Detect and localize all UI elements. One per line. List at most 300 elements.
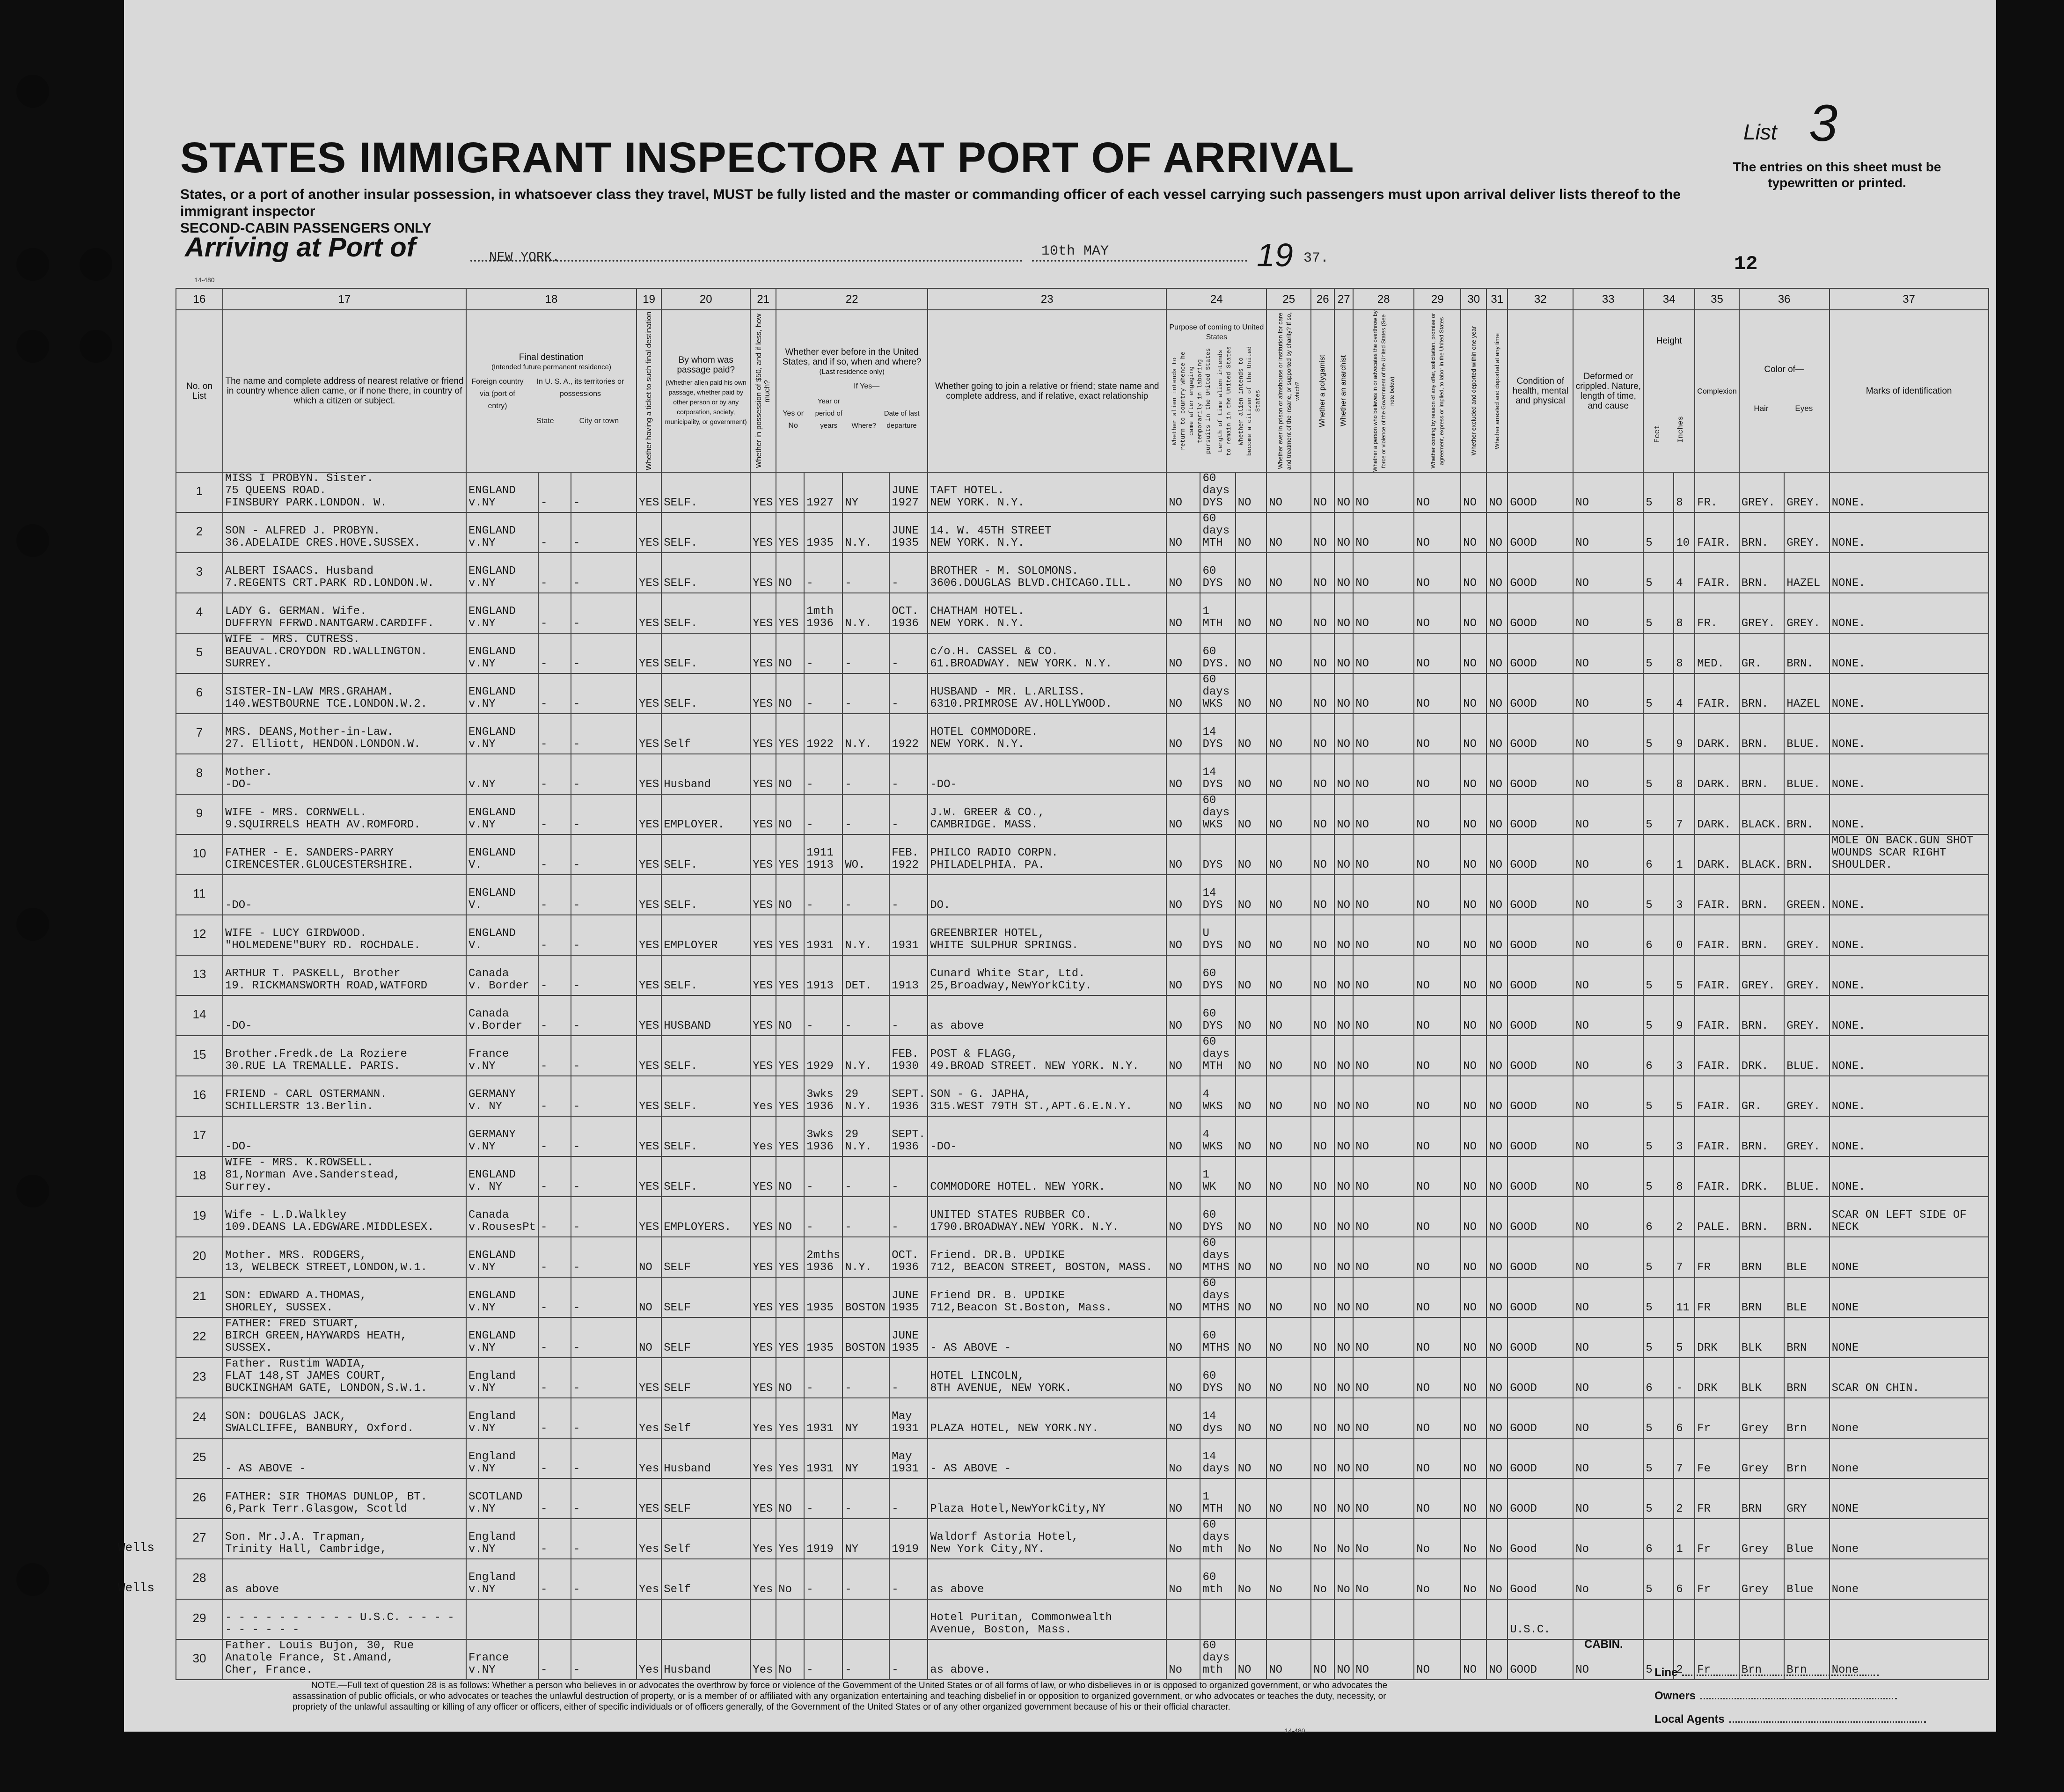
list-number-cell: 26 bbox=[176, 1478, 223, 1519]
purpose-citizen-cell: NO bbox=[1236, 1237, 1267, 1277]
height-feet-cell: 6 bbox=[1643, 1036, 1674, 1076]
overthrow-cell: NO bbox=[1353, 472, 1414, 512]
deformed-cell: NO bbox=[1573, 633, 1643, 673]
marks-cell: NONE. bbox=[1830, 955, 1989, 995]
excluded-cell: NO bbox=[1461, 1438, 1486, 1478]
purpose-length-cell: 1 MTH bbox=[1200, 1478, 1235, 1519]
passage-paid-cell: SELF. bbox=[661, 673, 750, 714]
previous-where-cell: N.Y. bbox=[842, 1237, 889, 1277]
purpose-length-cell: 14 DYS bbox=[1200, 754, 1235, 794]
height-feet-cell: 6 bbox=[1643, 915, 1674, 955]
passage-paid-cell: Self bbox=[661, 714, 750, 754]
height-feet-cell: 6 bbox=[1643, 834, 1674, 875]
purpose-citizen-cell: NO bbox=[1236, 472, 1267, 512]
ticket-cell: YES bbox=[637, 553, 661, 593]
purpose-return-cell: NO bbox=[1166, 512, 1200, 553]
complexion-cell: FAIR. bbox=[1695, 915, 1739, 955]
previous-year-cell: 1931 bbox=[804, 1438, 842, 1478]
excluded-cell: NO bbox=[1461, 955, 1486, 995]
overthrow-cell: NO bbox=[1353, 1197, 1414, 1237]
polygamist-cell: No bbox=[1311, 1559, 1334, 1599]
previous-us-cell bbox=[776, 1599, 804, 1639]
purpose-length-cell: U DYS bbox=[1200, 915, 1235, 955]
health-cell: GOOD bbox=[1508, 754, 1573, 794]
excluded-cell: NO bbox=[1461, 915, 1486, 955]
height-feet-cell bbox=[1643, 1599, 1674, 1639]
previous-where-cell: 29 N.Y. bbox=[842, 1116, 889, 1156]
complexion-cell: PALE. bbox=[1695, 1197, 1739, 1237]
excluded-cell: NO bbox=[1461, 1478, 1486, 1519]
relative-cell: FATHER: SIR THOMAS DUNLOP, BT. 6,Park Terr.Glasgow, Scotld bbox=[223, 1478, 466, 1519]
marks-cell: NONE. bbox=[1830, 553, 1989, 593]
state-cell: - bbox=[538, 1519, 571, 1559]
last-departure-cell: JUNE 1935 bbox=[889, 512, 928, 553]
list-number-cell: 23 bbox=[176, 1358, 223, 1398]
anarchist-cell: NO bbox=[1334, 1398, 1353, 1438]
hair-cell: GR. bbox=[1739, 1076, 1784, 1116]
purpose-citizen-cell: NO bbox=[1236, 1116, 1267, 1156]
height-inches-cell: 1 bbox=[1674, 834, 1695, 875]
arrested-cell: NO bbox=[1486, 1197, 1508, 1237]
ticket-cell: YES bbox=[637, 915, 661, 955]
joining-cell: DO. bbox=[928, 875, 1166, 915]
anarchist-cell: NO bbox=[1334, 955, 1353, 995]
table-row bbox=[176, 1317, 1989, 1358]
hair-cell: GREY. bbox=[1739, 955, 1784, 995]
table-row bbox=[176, 1438, 1989, 1478]
list-number-cell: 19 bbox=[176, 1197, 223, 1237]
last-departure-cell: - bbox=[889, 995, 928, 1036]
passage-paid-cell: EMPLOYER bbox=[661, 915, 750, 955]
previous-year-cell: 3wks 1936 bbox=[804, 1076, 842, 1116]
fifty-dollars-cell: YES bbox=[750, 1237, 776, 1277]
eyes-cell: GREY. bbox=[1784, 472, 1829, 512]
prison-cell bbox=[1266, 1599, 1311, 1639]
purpose-length-cell: 60 mth bbox=[1200, 1559, 1235, 1599]
anarchist-cell: NO bbox=[1334, 512, 1353, 553]
eyes-cell: BRN bbox=[1784, 1317, 1829, 1358]
last-departure-cell: JUNE 1935 bbox=[889, 1317, 928, 1358]
city-cell: - bbox=[571, 1197, 637, 1237]
eyes-cell: BLUE. bbox=[1784, 1036, 1829, 1076]
header-instructions bbox=[180, 186, 1725, 237]
hair-cell: Grey bbox=[1739, 1398, 1784, 1438]
header-labor-offer: Whether coming by reason of any offer, solicitation, promise or agreement, express or implied, to labor in the United States bbox=[1414, 310, 1461, 472]
eyes-cell: BRN. bbox=[1784, 1197, 1829, 1237]
colnum-35: 35 bbox=[1695, 288, 1739, 310]
relative-cell: WIFE - MRS. CUTRESS. BEAUVAL.CROYDON RD.WALLINGTON. SURREY. bbox=[223, 633, 466, 673]
deformed-cell: NO bbox=[1573, 512, 1643, 553]
fifty-dollars-cell: Yes bbox=[750, 1438, 776, 1478]
polygamist-cell: NO bbox=[1311, 794, 1334, 834]
arrested-cell: NO bbox=[1486, 1116, 1508, 1156]
prison-cell: NO bbox=[1266, 1036, 1311, 1076]
list-number-cell: 10 bbox=[176, 834, 223, 875]
state-cell: - bbox=[538, 1358, 571, 1398]
labor-offer-cell: NO bbox=[1414, 1438, 1461, 1478]
passage-paid-cell: SELF bbox=[661, 1358, 750, 1398]
state-cell: - bbox=[538, 754, 571, 794]
height-feet-cell: 5 bbox=[1643, 995, 1674, 1036]
passage-paid-cell: SELF. bbox=[661, 512, 750, 553]
state-cell: - bbox=[538, 1639, 571, 1680]
previous-us-cell: YES bbox=[776, 714, 804, 754]
marks-cell bbox=[1830, 1599, 1989, 1639]
foreign-country-cell: ENGLAND v.NY bbox=[466, 1277, 538, 1317]
deformed-cell: NO bbox=[1573, 1156, 1643, 1197]
footer-form-code: 14-480 bbox=[1285, 1727, 1305, 1734]
complexion-cell: FAIR. bbox=[1695, 1156, 1739, 1197]
excluded-cell: No bbox=[1461, 1519, 1486, 1559]
passage-paid-cell: SELF. bbox=[661, 1156, 750, 1197]
last-departure-cell: - bbox=[889, 794, 928, 834]
eyes-cell: BRN. bbox=[1784, 794, 1829, 834]
table-row bbox=[176, 1519, 1989, 1559]
height-inches-cell: 8 bbox=[1674, 472, 1695, 512]
colnum-17: 17 bbox=[223, 288, 466, 310]
header-final-destination: Final destination (Intended future permanent residence) Foreign country via (port of entry) In U. S. A., its territories or possessions State City or town bbox=[466, 310, 637, 472]
marks-cell: NONE. bbox=[1830, 995, 1989, 1036]
colnum-26: 26 bbox=[1311, 288, 1334, 310]
arrested-cell: NO bbox=[1486, 875, 1508, 915]
last-departure-cell: May 1931 bbox=[889, 1398, 928, 1438]
anarchist-cell: NO bbox=[1334, 1438, 1353, 1478]
previous-where-cell: N.Y. bbox=[842, 593, 889, 633]
height-feet-cell: 5 bbox=[1643, 1639, 1674, 1680]
arrested-cell: NO bbox=[1486, 1076, 1508, 1116]
colnum-37: 37 bbox=[1830, 288, 1989, 310]
excluded-cell: NO bbox=[1461, 1197, 1486, 1237]
last-departure-cell: - bbox=[889, 1197, 928, 1237]
previous-us-cell: YES bbox=[776, 1036, 804, 1076]
last-departure-cell: JUNE 1935 bbox=[889, 1277, 928, 1317]
last-departure-cell: - bbox=[889, 673, 928, 714]
height-inches-cell: 10 bbox=[1674, 512, 1695, 553]
joining-cell: J.W. GREER & CO., CAMBRIDGE. MASS. bbox=[928, 794, 1166, 834]
previous-year-cell: - bbox=[804, 754, 842, 794]
joining-cell: SON - G. JAPHA, 315.WEST 79TH ST.,APT.6.E.N.Y. bbox=[928, 1076, 1166, 1116]
foreign-country-cell: ENGLAND v.NY bbox=[466, 673, 538, 714]
anarchist-cell: NO bbox=[1334, 1317, 1353, 1358]
previous-where-cell: - bbox=[842, 754, 889, 794]
complexion-cell: Fr bbox=[1695, 1639, 1739, 1680]
height-feet-cell: 5 bbox=[1643, 1156, 1674, 1197]
purpose-length-cell: 1 MTH bbox=[1200, 593, 1235, 633]
city-cell: - bbox=[571, 1398, 637, 1438]
state-cell: - bbox=[538, 834, 571, 875]
header-state: State bbox=[536, 417, 554, 425]
prison-cell: NO bbox=[1266, 1156, 1311, 1197]
header-complexion: Complexion bbox=[1695, 310, 1739, 472]
anarchist-cell: NO bbox=[1334, 1076, 1353, 1116]
city-cell: - bbox=[571, 995, 637, 1036]
ticket-cell: Yes bbox=[637, 1559, 661, 1599]
deformed-cell: NO bbox=[1573, 472, 1643, 512]
purpose-return-cell: No bbox=[1166, 1519, 1200, 1559]
passage-paid-cell: SELF bbox=[661, 1277, 750, 1317]
list-number-cell: 2 bbox=[176, 512, 223, 553]
height-inches-cell: - bbox=[1674, 1358, 1695, 1398]
marks-cell: NONE. bbox=[1830, 1156, 1989, 1197]
deformed-cell: NO bbox=[1573, 553, 1643, 593]
state-cell: - bbox=[538, 995, 571, 1036]
anarchist-cell: NO bbox=[1334, 1639, 1353, 1680]
previous-us-cell: NO bbox=[776, 633, 804, 673]
header-if-yes: If Yes— bbox=[854, 382, 880, 390]
hair-cell: BLK bbox=[1739, 1358, 1784, 1398]
marks-cell: NONE bbox=[1830, 1277, 1989, 1317]
foreign-country-cell: ENGLAND V. bbox=[466, 915, 538, 955]
foreign-country-cell: Canada v.Border bbox=[466, 995, 538, 1036]
purpose-length-cell: 60 DYS bbox=[1200, 553, 1235, 593]
health-cell: GOOD bbox=[1508, 472, 1573, 512]
punch-hole bbox=[16, 75, 49, 108]
city-cell: - bbox=[571, 834, 637, 875]
marks-cell: MOLE ON BACK.GUN SHOT WOUNDS SCAR RIGHT SHOULDER. bbox=[1830, 834, 1989, 875]
purpose-return-cell: NO bbox=[1166, 754, 1200, 794]
height-inches-cell: 9 bbox=[1674, 995, 1695, 1036]
foreign-country-cell bbox=[466, 1599, 538, 1639]
fifty-dollars-cell bbox=[750, 1599, 776, 1639]
foreign-country-cell: ENGLAND v.NY bbox=[466, 512, 538, 553]
city-cell: - bbox=[571, 754, 637, 794]
prison-cell: No bbox=[1266, 1519, 1311, 1559]
overthrow-cell: NO bbox=[1353, 673, 1414, 714]
complexion-cell: DARK. bbox=[1695, 794, 1739, 834]
city-cell: - bbox=[571, 1156, 637, 1197]
column-number-row bbox=[176, 288, 1989, 310]
eyes-cell: BRN bbox=[1784, 1358, 1829, 1398]
table-row bbox=[176, 1358, 1989, 1398]
foreign-country-cell: England v.NY bbox=[466, 1519, 538, 1559]
relative-cell: MISS I PROBYN. Sister. 75 QUEENS ROAD. FINSBURY PARK.LONDON. W. bbox=[223, 472, 466, 512]
foreign-country-cell: England v.NY bbox=[466, 1358, 538, 1398]
punch-hole bbox=[16, 330, 49, 363]
overthrow-cell: NO bbox=[1353, 1317, 1414, 1358]
city-cell: - bbox=[571, 1076, 637, 1116]
header-health: Condition of health, mental and physical bbox=[1508, 310, 1573, 472]
footer-agents: Local Agents bbox=[1654, 1713, 1926, 1726]
previous-year-cell: 1935 bbox=[804, 512, 842, 553]
last-departure-cell: JUNE 1927 bbox=[889, 472, 928, 512]
height-feet-cell: 5 bbox=[1643, 794, 1674, 834]
header-city: City or town bbox=[579, 417, 619, 425]
purpose-citizen-cell: NO bbox=[1236, 1036, 1267, 1076]
state-cell: - bbox=[538, 1559, 571, 1599]
excluded-cell: NO bbox=[1461, 512, 1486, 553]
previous-us-cell: YES bbox=[776, 1317, 804, 1358]
foreign-country-cell: ENGLAND v.NY bbox=[466, 714, 538, 754]
prison-cell: NO bbox=[1266, 593, 1311, 633]
previous-us-cell: No bbox=[776, 1639, 804, 1680]
purpose-length-cell: 60 days mth bbox=[1200, 1639, 1235, 1680]
relative-cell: FATHER - E. SANDERS-PARRY CIRENCESTER.GLOUCESTERSHIRE. bbox=[223, 834, 466, 875]
height-feet-cell: 5 bbox=[1643, 633, 1674, 673]
purpose-citizen-cell: NO bbox=[1236, 995, 1267, 1036]
eyes-cell: BRN. bbox=[1784, 633, 1829, 673]
marks-cell: NONE. bbox=[1830, 633, 1989, 673]
joining-cell: as above bbox=[928, 1559, 1166, 1599]
deformed-cell: NO bbox=[1573, 1358, 1643, 1398]
health-cell: GOOD bbox=[1508, 1036, 1573, 1076]
list-number-cell: 22 bbox=[176, 1317, 223, 1358]
foreign-country-cell: GERMANY v.NY bbox=[466, 1116, 538, 1156]
table-row bbox=[176, 1036, 1989, 1076]
header-passage-paid: By whom was passage paid? (Whether alien paid his own passage, whether paid by other person or by any corporation, society, municipality, or government) bbox=[661, 310, 750, 472]
purpose-length-cell: 60 MTHS bbox=[1200, 1317, 1235, 1358]
foreign-country-cell: ENGLAND V. bbox=[466, 875, 538, 915]
list-number-cell: 24 bbox=[176, 1398, 223, 1438]
column-header-row bbox=[176, 310, 1989, 472]
header-where: Where? bbox=[851, 422, 877, 430]
previous-year-cell: - bbox=[804, 875, 842, 915]
header-joining: Whether going to join a relative or friend; state name and complete address, and if relative, exact relationship bbox=[928, 310, 1166, 472]
polygamist-cell: NO bbox=[1311, 1116, 1334, 1156]
relative-cell: SON: EDWARD A.THOMAS, SHORLEY, SUSSEX. bbox=[223, 1277, 466, 1317]
foreign-country-cell: ENGLAND v.NY bbox=[466, 1237, 538, 1277]
previous-where-cell: BOSTON bbox=[842, 1277, 889, 1317]
previous-us-cell: YES bbox=[776, 593, 804, 633]
punch-hole bbox=[16, 1175, 49, 1207]
excluded-cell: NO bbox=[1461, 1277, 1486, 1317]
foreign-country-cell: ENGLAND v.NY bbox=[466, 794, 538, 834]
marks-cell: None bbox=[1830, 1438, 1989, 1478]
deformed-cell: NO bbox=[1573, 1639, 1643, 1680]
city-cell: - bbox=[571, 1559, 637, 1599]
overthrow-cell: NO bbox=[1353, 1076, 1414, 1116]
purpose-return-cell: NO bbox=[1166, 1197, 1200, 1237]
eyes-cell: BLE bbox=[1784, 1277, 1829, 1317]
state-cell: - bbox=[538, 1116, 571, 1156]
deformed-cell: NO bbox=[1573, 1076, 1643, 1116]
purpose-citizen-cell: NO bbox=[1236, 955, 1267, 995]
header-feet: Feet bbox=[1653, 425, 1662, 443]
previous-us-cell: YES bbox=[776, 512, 804, 553]
anarchist-cell: No bbox=[1334, 1519, 1353, 1559]
height-feet-cell: 5 bbox=[1643, 512, 1674, 553]
colnum-36: 36 bbox=[1739, 288, 1830, 310]
joining-cell: as above. bbox=[928, 1639, 1166, 1680]
ticket-cell: YES bbox=[637, 754, 661, 794]
health-cell: GOOD bbox=[1508, 1116, 1573, 1156]
overthrow-cell: NO bbox=[1353, 834, 1414, 875]
header-prison: Whether ever in prison or almshouse or institution for care and treatment of the insane, or supported by charity? If so, which? bbox=[1266, 310, 1311, 472]
complexion-cell: DARK. bbox=[1695, 834, 1739, 875]
previous-where-cell: - bbox=[842, 633, 889, 673]
foreign-country-cell: ENGLAND v.NY bbox=[466, 553, 538, 593]
eyes-cell: GREY. bbox=[1784, 1116, 1829, 1156]
previous-us-cell: YES bbox=[776, 955, 804, 995]
health-cell: GOOD bbox=[1508, 915, 1573, 955]
eyes-cell: BLE bbox=[1784, 1237, 1829, 1277]
complexion-cell bbox=[1695, 1599, 1739, 1639]
passage-paid-cell: SELF. bbox=[661, 472, 750, 512]
polygamist-cell: NO bbox=[1311, 834, 1334, 875]
marks-cell: None bbox=[1830, 1398, 1989, 1438]
marks-cell: NONE. bbox=[1830, 754, 1989, 794]
prison-cell: NO bbox=[1266, 512, 1311, 553]
previous-where-cell: - bbox=[842, 1559, 889, 1599]
colnum-27: 27 bbox=[1334, 288, 1353, 310]
hair-cell: BRN. bbox=[1739, 995, 1784, 1036]
relative-cell: - AS ABOVE - bbox=[223, 1438, 466, 1478]
polygamist-cell: NO bbox=[1311, 1358, 1334, 1398]
ticket-cell: YES bbox=[637, 714, 661, 754]
labor-offer-cell: NO bbox=[1414, 714, 1461, 754]
prison-cell: NO bbox=[1266, 1478, 1311, 1519]
joining-cell: -DO- bbox=[928, 754, 1166, 794]
table-row bbox=[176, 1599, 1989, 1639]
marks-cell: NONE bbox=[1830, 1237, 1989, 1277]
labor-offer-cell: NO bbox=[1414, 915, 1461, 955]
previous-where-cell: - bbox=[842, 1478, 889, 1519]
header-yes-no: Yes or No bbox=[783, 410, 804, 430]
labor-offer-cell: NO bbox=[1414, 1358, 1461, 1398]
eyes-cell: BLUE. bbox=[1784, 714, 1829, 754]
previous-where-cell: N.Y. bbox=[842, 714, 889, 754]
deformed-cell: NO bbox=[1573, 1478, 1643, 1519]
deformed-cell: NO bbox=[1573, 915, 1643, 955]
height-feet-cell: 5 bbox=[1643, 1317, 1674, 1358]
health-cell: GOOD bbox=[1508, 1277, 1573, 1317]
eyes-cell: HAZEL bbox=[1784, 673, 1829, 714]
height-inches-cell: 8 bbox=[1674, 754, 1695, 794]
relative-cell: MRS. DEANS,Mother-in-Law. 27. Elliott, HENDON.LONDON.W. bbox=[223, 714, 466, 754]
polygamist-cell: NO bbox=[1311, 1478, 1334, 1519]
health-cell: GOOD bbox=[1508, 553, 1573, 593]
purpose-return-cell: NO bbox=[1166, 633, 1200, 673]
previous-year-cell: - bbox=[804, 794, 842, 834]
prison-cell: NO bbox=[1266, 1237, 1311, 1277]
arrested-cell: NO bbox=[1486, 995, 1508, 1036]
marks-cell: NONE. bbox=[1830, 1116, 1989, 1156]
overthrow-cell: NO bbox=[1353, 1438, 1414, 1478]
height-inches-cell: 2 bbox=[1674, 1478, 1695, 1519]
state-cell: - bbox=[538, 1076, 571, 1116]
table-row bbox=[176, 754, 1989, 794]
height-feet-cell: 5 bbox=[1643, 714, 1674, 754]
previous-year-cell: 1931 bbox=[804, 1398, 842, 1438]
eyes-cell: Brn bbox=[1784, 1438, 1829, 1478]
joining-cell: Hotel Puritan, Commonwealth Avenue, Boston, Mass. bbox=[928, 1599, 1166, 1639]
polygamist-cell: NO bbox=[1311, 1036, 1334, 1076]
height-inches-cell: 9 bbox=[1674, 714, 1695, 754]
eyes-cell: BLUE. bbox=[1784, 754, 1829, 794]
ticket-cell: YES bbox=[637, 794, 661, 834]
hair-cell: Grey bbox=[1739, 1559, 1784, 1599]
state-cell: - bbox=[538, 1036, 571, 1076]
ticket-cell: Yes bbox=[637, 1639, 661, 1680]
header-anarchist: Whether an anarchist bbox=[1334, 310, 1353, 472]
footer-cabin: CABIN. bbox=[1584, 1638, 1623, 1651]
passage-paid-cell: SELF. bbox=[661, 1116, 750, 1156]
height-inches-cell: 5 bbox=[1674, 955, 1695, 995]
relative-cell: - - - - - - - - - - U.S.C. - - - - - - - - - - bbox=[223, 1599, 466, 1639]
arrival-port: NEW YORK. bbox=[489, 250, 560, 265]
deformed-cell: NO bbox=[1573, 1237, 1643, 1277]
hair-cell: BRN. bbox=[1739, 512, 1784, 553]
polygamist-cell bbox=[1311, 1599, 1334, 1639]
colnum-32: 32 bbox=[1508, 288, 1573, 310]
list-number-cell: 18 bbox=[176, 1156, 223, 1197]
complexion-cell: MED. bbox=[1695, 633, 1739, 673]
header-fifty-dollars: Whether in possession of $50, and if less, how much? bbox=[750, 310, 776, 472]
header-color: Color of— Hair Eyes bbox=[1739, 310, 1830, 472]
labor-offer-cell: NO bbox=[1414, 1478, 1461, 1519]
labor-offer-cell: NO bbox=[1414, 593, 1461, 633]
fifty-dollars-cell: YES bbox=[750, 633, 776, 673]
health-cell: GOOD bbox=[1508, 714, 1573, 754]
